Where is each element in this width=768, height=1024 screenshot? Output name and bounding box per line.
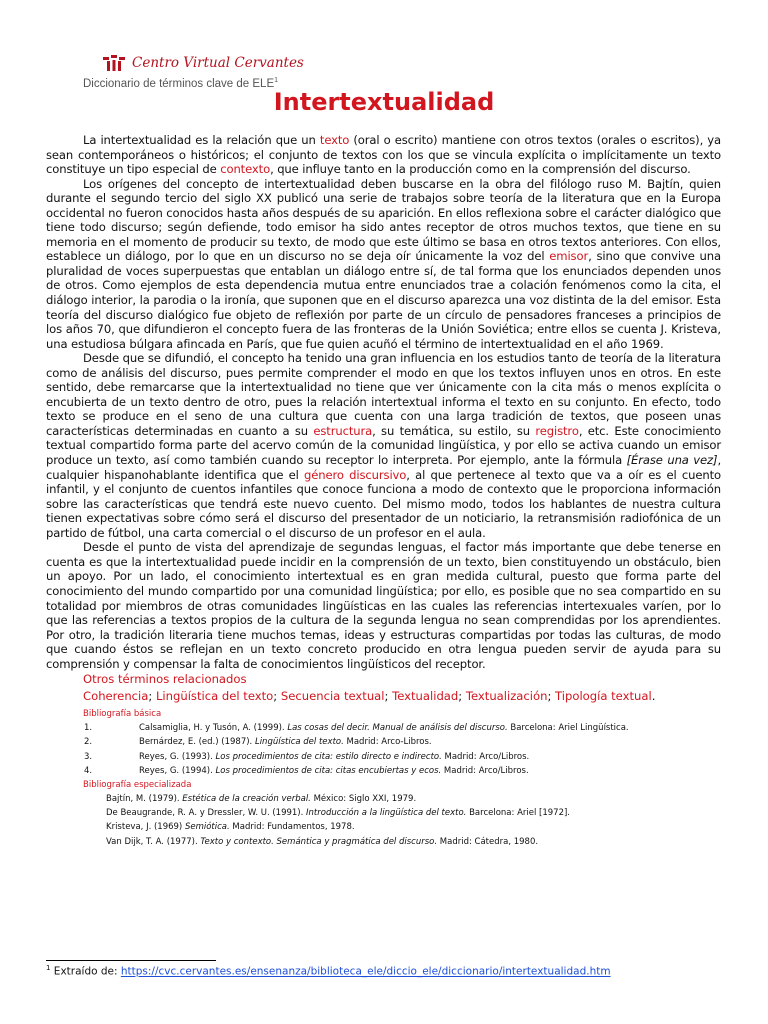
bib-publisher: Madrid: Fundamentos, 1978.	[229, 822, 355, 833]
bib-publisher: Madrid: Cátedra, 1980.	[437, 836, 539, 847]
text-run: , al que pertenece al texto que va a oír es el cuento infantil, y el conjunto de cuentos infantiles que conoce funciona a modo de contexto que le proporciona información sobre las características que tendrá este nuevo cuento. Del mismo modo, todos los hablantes de nuestra cultura tienen expectativas sobre cómo será el discurso del presentador de un noticiario, la retransmisión radiofónica de un partido de fútbol, una carta comercial o el discurso de un profesor en el aula.	[46, 467, 721, 540]
text-run: , cualquier hispanohablante identifica que el	[46, 453, 722, 482]
bib-entry	[46, 820, 721, 834]
footnote-divider	[46, 960, 216, 961]
bib-entry	[46, 792, 721, 806]
dictionary-name: Diccionario de términos clave de ELE	[83, 77, 275, 90]
bib-title: Introducción a la lingüística del texto.	[306, 808, 467, 819]
bib-title: Lingüística del texto.	[254, 737, 344, 748]
bib-author: Bajtín, M. (1979).	[106, 794, 183, 805]
special-bibliography	[46, 792, 721, 849]
bib-author: Reyes, G. (1993).	[139, 751, 216, 762]
bib-number: 1.	[84, 723, 93, 734]
cervantes-logo-icon	[103, 55, 125, 71]
bib-title: Semiótica.	[184, 822, 230, 833]
related-term[interactable]: Textualización	[465, 689, 548, 704]
related-term[interactable]: Tipología textual	[555, 689, 652, 704]
bib-title: Texto y contexto. Semántica y pragmática del discurso.	[200, 836, 438, 847]
related-term[interactable]: Textualidad	[392, 689, 459, 704]
special-bibliography-heading: Bibliografía especializada	[83, 780, 192, 791]
bib-entry	[46, 806, 721, 820]
related-term[interactable]: Coherencia	[83, 689, 149, 704]
bib-number: 2.	[84, 737, 93, 748]
bib-author: De Beaugrande, R. A. y Dressler, W. U. (1991).	[106, 808, 307, 819]
text-run: Desde que se difundió, el concepto ha tenido una gran influencia en los estudios tanto de teoría de la literatura como de análisis del discurso, pues permite comprender el modo en que los textos influyen unos en otros. En este sentido, debe remarcarse que la intertextualidad no tiene que ver únicamente con la cita más o menos explícita o encubierta de un texto dentro de otro, pues la relación intertextual informa el texto en su conjunto. En efecto, todo texto se produce en el seno de una cultura que cuenta con una larga tradición de textos, que poseen unas características determinadas en cuanto a su	[46, 351, 721, 438]
cvc-logo[interactable]	[103, 55, 304, 71]
term-link-emisor[interactable]: emisor	[549, 249, 589, 264]
formula-example: [Érase una vez]	[626, 453, 718, 468]
term-link-genero-discursivo[interactable]: género discursivo	[304, 467, 407, 482]
related-term[interactable]: Secuencia textual	[280, 689, 385, 704]
related-list: Coherencia; Lingüística del texto; Secuencia textual; Textualidad; Textualización; Tipología textual.	[83, 689, 656, 704]
bib-title: Los procedimientos de cita: citas encubiertas y ecos.	[215, 765, 442, 776]
logo-text: Centro Virtual Cervantes	[132, 55, 304, 71]
bib-publisher: Barcelona: Ariel Lingüística.	[507, 723, 629, 734]
text-run: , etc. Este conocimiento textual compartido forma parte del acervo común de la comunidad lingüística, y por ello se activa cuando un emisor produce un texto, así como también cuando su receptor lo interpreta. Por ejemplo, ante la fórmula	[46, 423, 721, 468]
footnote	[46, 964, 611, 978]
bib-publisher: México: Siglo XXI, 1979.	[310, 794, 417, 805]
term-link-texto[interactable]: texto	[319, 133, 350, 147]
bib-title: Las cosas del decir. Manual de análisis del discurso.	[287, 723, 508, 734]
paragraph-3	[46, 351, 721, 540]
footnote-label: Extraído de:	[50, 965, 121, 978]
bib-number: 4.	[84, 765, 93, 776]
basic-bibliography-heading: Bibliografía básica	[83, 709, 162, 720]
paragraph-4: Desde el punto de vista del aprendizaje de segundas lenguas, el factor más importante que debe tenerse en cuenta es que la intertextualidad puede incidir en la comprensión de un texto, bien constituyendo un obstáculo, bien un apoyo. Por un lado, el conocimiento intertextual es en gran medida cultural, puesto que forma parte del conocimiento del mundo compartido por una comunidad lingüística; por ello, es posible que no sea compartido en su totalidad por miembros de otras comunidades lingüísticas en las cuales las referencias intertexuales varíen, por lo que las referencias a textos propios de la cultura de la segunda lengua no sean comprendidas por los aprendientes. Por otro, la tradición literaria tiene muchos temas, ideas y estructuras compartidas por todas las culturas, de modo que cuando éstos se reflejan en un texto concreto producido en otra lengua pueden servir de ayuda para su comprensión y compensar la falta de conocimientos lingüísticos del receptor.	[46, 540, 721, 671]
article-body	[46, 133, 721, 849]
bib-author: Van Dijk, T. A. (1977).	[106, 836, 201, 847]
text-run: Los orígenes del concepto de intertextualidad deben buscarse en la obra del filólogo ruso M. Bajtín, quien durante el segundo tercio del siglo XX publicó una serie de trabajos sobre teoría de la literatura que en la Europa occidental no fueron conocidos hasta años después de su aparición. En ellos reflexiona sobre el carácter dialógico que tiene todo discurso; según defiende, todo emisor ha sido antes receptor de otros muchos textos, que tiene en su memoria en el momento de producir su texto, de modo que este último se basa en otros textos anteriores. Con ellos, establece un diálogo, por lo que en un discurso no se deja oír únicamente la voz del	[46, 176, 721, 264]
related-term[interactable]: Lingüística del texto	[155, 689, 274, 704]
basic-bibliography	[46, 721, 721, 778]
page-title: Intertextualidad	[273, 88, 495, 116]
bib-entry	[46, 721, 721, 735]
bib-entry	[46, 750, 721, 764]
paragraph-2	[46, 177, 721, 352]
source-link[interactable]: https://cvc.cervantes.es/ensenanza/biblioteca_ele/diccio_ele/diccionario/intertextualidad.htm	[120, 965, 611, 978]
bib-number: 3.	[84, 751, 93, 762]
bib-publisher: Madrid: Arco/Libros.	[441, 751, 530, 762]
bib-author: Calsamiglia, H. y Tusón, A. (1999).	[139, 723, 288, 734]
bib-author: Reyes, G. (1994).	[139, 765, 216, 776]
text-run: , sino que convive una pluralidad de voces superpuestas que entablan un diálogo entre sí, de tal forma que los enunciados dependen unos de otros. Como ejemplos de esta dependencia mutua entre enunciados trae a colación fenómenos como la cita, el diálogo interior, la parodia o la ironía, que suponen que en el discurso aparezca una voz distinta de la del emisor. Esta teoría del discurso dialógico fue objeto de reflexión por parte de un círculo de pensadores franceses a principios de los años 70, que difundieron el concepto fuera de las fronteras de la Unión Soviética; entre ellos se cuenta J. Kristeva, una estudiosa búlgara afincada en París, que fue quien acuñó el término de intertextualidad en el año 1969.	[46, 249, 721, 351]
term-link-registro[interactable]: registro	[535, 423, 579, 438]
bib-publisher: Barcelona: Ariel [1972].	[466, 808, 570, 819]
bib-title: Estética de la creación verbal.	[182, 794, 311, 805]
footnote-ref: 1	[274, 77, 279, 84]
related-heading: Otros términos relacionados	[83, 672, 247, 687]
bib-publisher: Madrid: Arco-Libros.	[343, 737, 432, 748]
bib-entry	[46, 835, 721, 849]
footnote-number: 1	[46, 964, 51, 972]
bib-title: Los procedimientos de cita: estilo directo e indirecto.	[215, 751, 442, 762]
text-run: , su temática, su estilo, su	[372, 423, 536, 438]
text-run: (oral o escrito) mantiene con otros textos (orales o escritos), ya sean contemporáneos o históricos; el conjunto de textos con los que se vincula explícita o implícitamente un texto constituye un tipo especial de	[46, 133, 721, 177]
bib-author: Bernárdez, E. (ed.) (1987).	[139, 737, 255, 748]
term-link-estructura[interactable]: estructura	[313, 423, 373, 438]
paragraph-1	[46, 133, 721, 177]
text-run: , que influye tanto en la producción como en la comprensión del discurso.	[270, 162, 691, 177]
bib-entry	[46, 735, 721, 749]
bib-publisher: Madrid: Arco/Libros.	[441, 765, 529, 776]
bib-entry	[46, 764, 721, 778]
text-run: La intertextualidad es la relación que un	[83, 133, 320, 147]
bib-author: Kristeva, J. (1969)	[106, 822, 185, 833]
term-link-contexto[interactable]: contexto	[220, 162, 271, 177]
related-terms	[83, 671, 721, 705]
